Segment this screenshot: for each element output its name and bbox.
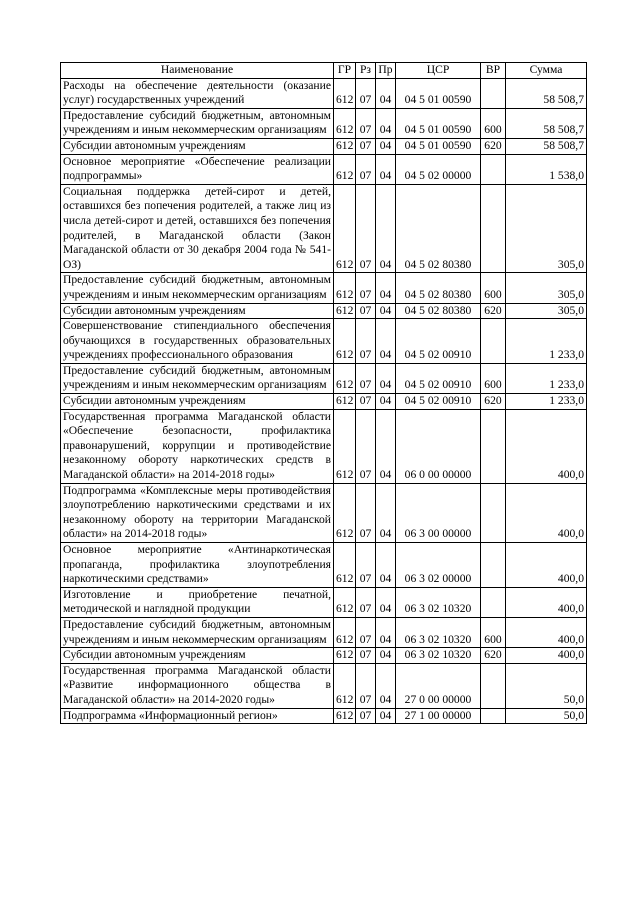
cell-rz: 07 <box>356 543 376 588</box>
cell-pr: 04 <box>376 543 396 588</box>
cell-pr: 04 <box>376 138 396 154</box>
budget-table <box>60 62 587 724</box>
cell-rz: 07 <box>356 708 376 724</box>
cell-vr <box>481 663 506 708</box>
cell-pr: 04 <box>376 483 396 542</box>
cell-pr: 04 <box>376 394 396 410</box>
cell-csr: 06 0 00 00000 <box>396 409 481 483</box>
cell-csr: 06 3 02 10320 <box>396 617 481 647</box>
cell-pr: 04 <box>376 363 396 393</box>
cell-sum: 305,0 <box>506 273 587 303</box>
cell-name: Изготовление и приобретение печатной, методической и наглядной продукции <box>61 587 334 617</box>
cell-csr: 04 5 02 80380 <box>396 303 481 319</box>
cell-name: Подпрограмма «Информационный регион» <box>61 708 334 724</box>
cell-csr: 04 5 01 00590 <box>396 138 481 154</box>
cell-name: Основное мероприятие «Антинаркотическая пропаганда, профилактика злоупотребления наркотическими средствами» <box>61 543 334 588</box>
cell-rz: 07 <box>356 138 376 154</box>
cell-name: Государственная программа Магаданской области «Развитие информационного общества в Магаданской области» на 2014-2020 годы» <box>61 663 334 708</box>
cell-gr: 612 <box>334 184 356 273</box>
cell-pr: 04 <box>376 409 396 483</box>
cell-name: Предоставление субсидий бюджетным, автономным учреждениям и иным некоммерческим организациям <box>61 363 334 393</box>
cell-gr: 612 <box>334 108 356 138</box>
cell-sum: 58 508,7 <box>506 108 587 138</box>
cell-name: Основное мероприятие «Обеспечение реализации подпрограммы» <box>61 154 334 184</box>
cell-pr: 04 <box>376 648 396 664</box>
table-row <box>61 154 587 184</box>
cell-csr: 04 5 01 00590 <box>396 108 481 138</box>
cell-sum: 400,0 <box>506 483 587 542</box>
cell-vr <box>481 154 506 184</box>
cell-rz: 07 <box>356 78 376 108</box>
cell-name: Субсидии автономным учреждениям <box>61 648 334 664</box>
cell-pr: 04 <box>376 303 396 319</box>
cell-sum: 305,0 <box>506 184 587 273</box>
table-row <box>61 78 587 108</box>
cell-pr: 04 <box>376 617 396 647</box>
cell-vr <box>481 543 506 588</box>
cell-sum: 1 538,0 <box>506 154 587 184</box>
cell-gr: 612 <box>334 617 356 647</box>
cell-vr <box>481 319 506 364</box>
cell-csr: 06 3 02 10320 <box>396 587 481 617</box>
cell-gr: 612 <box>334 154 356 184</box>
cell-sum: 58 508,7 <box>506 78 587 108</box>
table-body <box>61 78 587 724</box>
cell-name: Субсидии автономным учреждениям <box>61 138 334 154</box>
cell-csr: 04 5 02 00910 <box>396 394 481 410</box>
cell-gr: 612 <box>334 543 356 588</box>
table-row <box>61 273 587 303</box>
cell-name: Субсидии автономным учреждениям <box>61 394 334 410</box>
cell-pr: 04 <box>376 184 396 273</box>
cell-vr <box>481 409 506 483</box>
cell-name: Предоставление субсидий бюджетным, автономным учреждениям и иным некоммерческим организациям <box>61 617 334 647</box>
header-row <box>61 63 587 79</box>
cell-name: Социальная поддержка детей-сирот и детей, оставшихся без попечения родителей, а также лиц из числа детей-сирот и детей, оставшихся без попечения родителей, в Магаданской области (Закон Магаданской области от 30 декабря 2004 года № 541-ОЗ) <box>61 184 334 273</box>
cell-pr: 04 <box>376 708 396 724</box>
cell-sum: 400,0 <box>506 617 587 647</box>
table-row <box>61 587 587 617</box>
cell-vr: 620 <box>481 303 506 319</box>
cell-vr: 600 <box>481 273 506 303</box>
cell-csr: 27 0 00 00000 <box>396 663 481 708</box>
cell-pr: 04 <box>376 273 396 303</box>
header-gr: ГР <box>334 63 356 79</box>
cell-csr: 04 5 02 80380 <box>396 273 481 303</box>
cell-rz: 07 <box>356 319 376 364</box>
table-row <box>61 648 587 664</box>
cell-sum: 50,0 <box>506 663 587 708</box>
cell-pr: 04 <box>376 154 396 184</box>
cell-pr: 04 <box>376 663 396 708</box>
cell-name: Предоставление субсидий бюджетным, автономным учреждениям и иным некоммерческим организациям <box>61 273 334 303</box>
cell-name: Государственная программа Магаданской области «Обеспечение безопасности, профилактика правонарушений, коррупции и противодействие незаконному обороту наркотических средств в Магаданской области» на 2014-2018 годы» <box>61 409 334 483</box>
table-row <box>61 394 587 410</box>
cell-csr: 04 5 02 80380 <box>396 184 481 273</box>
cell-rz: 07 <box>356 663 376 708</box>
cell-vr: 600 <box>481 363 506 393</box>
cell-gr: 612 <box>334 708 356 724</box>
cell-sum: 1 233,0 <box>506 319 587 364</box>
table-row <box>61 543 587 588</box>
cell-gr: 612 <box>334 319 356 364</box>
cell-rz: 07 <box>356 273 376 303</box>
cell-sum: 400,0 <box>506 543 587 588</box>
cell-gr: 612 <box>334 138 356 154</box>
cell-rz: 07 <box>356 409 376 483</box>
cell-vr <box>481 78 506 108</box>
cell-sum: 50,0 <box>506 708 587 724</box>
cell-rz: 07 <box>356 617 376 647</box>
cell-csr: 06 3 00 00000 <box>396 483 481 542</box>
cell-name: Предоставление субсидий бюджетным, автономным учреждениям и иным некоммерческим организациям <box>61 108 334 138</box>
table-row <box>61 138 587 154</box>
cell-pr: 04 <box>376 587 396 617</box>
cell-pr: 04 <box>376 108 396 138</box>
cell-gr: 612 <box>334 409 356 483</box>
cell-sum: 400,0 <box>506 648 587 664</box>
cell-sum: 305,0 <box>506 303 587 319</box>
cell-sum: 1 233,0 <box>506 394 587 410</box>
header-pr: Пр <box>376 63 396 79</box>
cell-vr <box>481 483 506 542</box>
cell-rz: 07 <box>356 184 376 273</box>
cell-csr: 06 3 02 00000 <box>396 543 481 588</box>
cell-vr: 600 <box>481 108 506 138</box>
cell-sum: 400,0 <box>506 587 587 617</box>
cell-gr: 612 <box>334 363 356 393</box>
cell-gr: 612 <box>334 663 356 708</box>
cell-rz: 07 <box>356 303 376 319</box>
cell-vr <box>481 587 506 617</box>
table-row <box>61 708 587 724</box>
table-row <box>61 663 587 708</box>
cell-pr: 04 <box>376 319 396 364</box>
table-row <box>61 108 587 138</box>
table-row <box>61 319 587 364</box>
cell-name: Расходы на обеспечение деятельности (оказание услуг) государственных учреждений <box>61 78 334 108</box>
cell-sum: 58 508,7 <box>506 138 587 154</box>
cell-gr: 612 <box>334 303 356 319</box>
cell-pr: 04 <box>376 78 396 108</box>
cell-vr: 620 <box>481 394 506 410</box>
cell-csr: 04 5 02 00910 <box>396 319 481 364</box>
table-row <box>61 363 587 393</box>
cell-csr: 27 1 00 00000 <box>396 708 481 724</box>
header-csr: ЦСР <box>396 63 481 79</box>
cell-gr: 612 <box>334 394 356 410</box>
cell-rz: 07 <box>356 394 376 410</box>
cell-sum: 400,0 <box>506 409 587 483</box>
table-row <box>61 617 587 647</box>
cell-vr <box>481 708 506 724</box>
cell-rz: 07 <box>356 108 376 138</box>
cell-csr: 04 5 01 00590 <box>396 78 481 108</box>
cell-gr: 612 <box>334 483 356 542</box>
cell-rz: 07 <box>356 154 376 184</box>
cell-name: Подпрограмма «Комплексные меры противодействия злоупотреблению наркотическими средствами и их незаконному обороту на территории Магаданской области» на 2014-2018 годы» <box>61 483 334 542</box>
table-row <box>61 483 587 542</box>
cell-vr <box>481 184 506 273</box>
cell-csr: 04 5 02 00910 <box>396 363 481 393</box>
cell-vr: 620 <box>481 648 506 664</box>
cell-vr: 620 <box>481 138 506 154</box>
cell-rz: 07 <box>356 587 376 617</box>
cell-rz: 07 <box>356 363 376 393</box>
cell-name: Совершенствование стипендиального обеспечения обучающихся в государственных образовательных учреждениях профессионального образования <box>61 319 334 364</box>
cell-rz: 07 <box>356 483 376 542</box>
cell-vr: 600 <box>481 617 506 647</box>
cell-sum: 1 233,0 <box>506 363 587 393</box>
header-rz: Рз <box>356 63 376 79</box>
cell-csr: 06 3 02 10320 <box>396 648 481 664</box>
cell-gr: 612 <box>334 273 356 303</box>
cell-name: Субсидии автономным учреждениям <box>61 303 334 319</box>
header-sum: Сумма <box>506 63 587 79</box>
table-row <box>61 409 587 483</box>
header-name: Наименование <box>61 63 334 79</box>
cell-gr: 612 <box>334 78 356 108</box>
cell-csr: 04 5 02 00000 <box>396 154 481 184</box>
cell-rz: 07 <box>356 648 376 664</box>
table-row <box>61 184 587 273</box>
table-row <box>61 303 587 319</box>
cell-gr: 612 <box>334 648 356 664</box>
cell-gr: 612 <box>334 587 356 617</box>
header-vr: ВР <box>481 63 506 79</box>
